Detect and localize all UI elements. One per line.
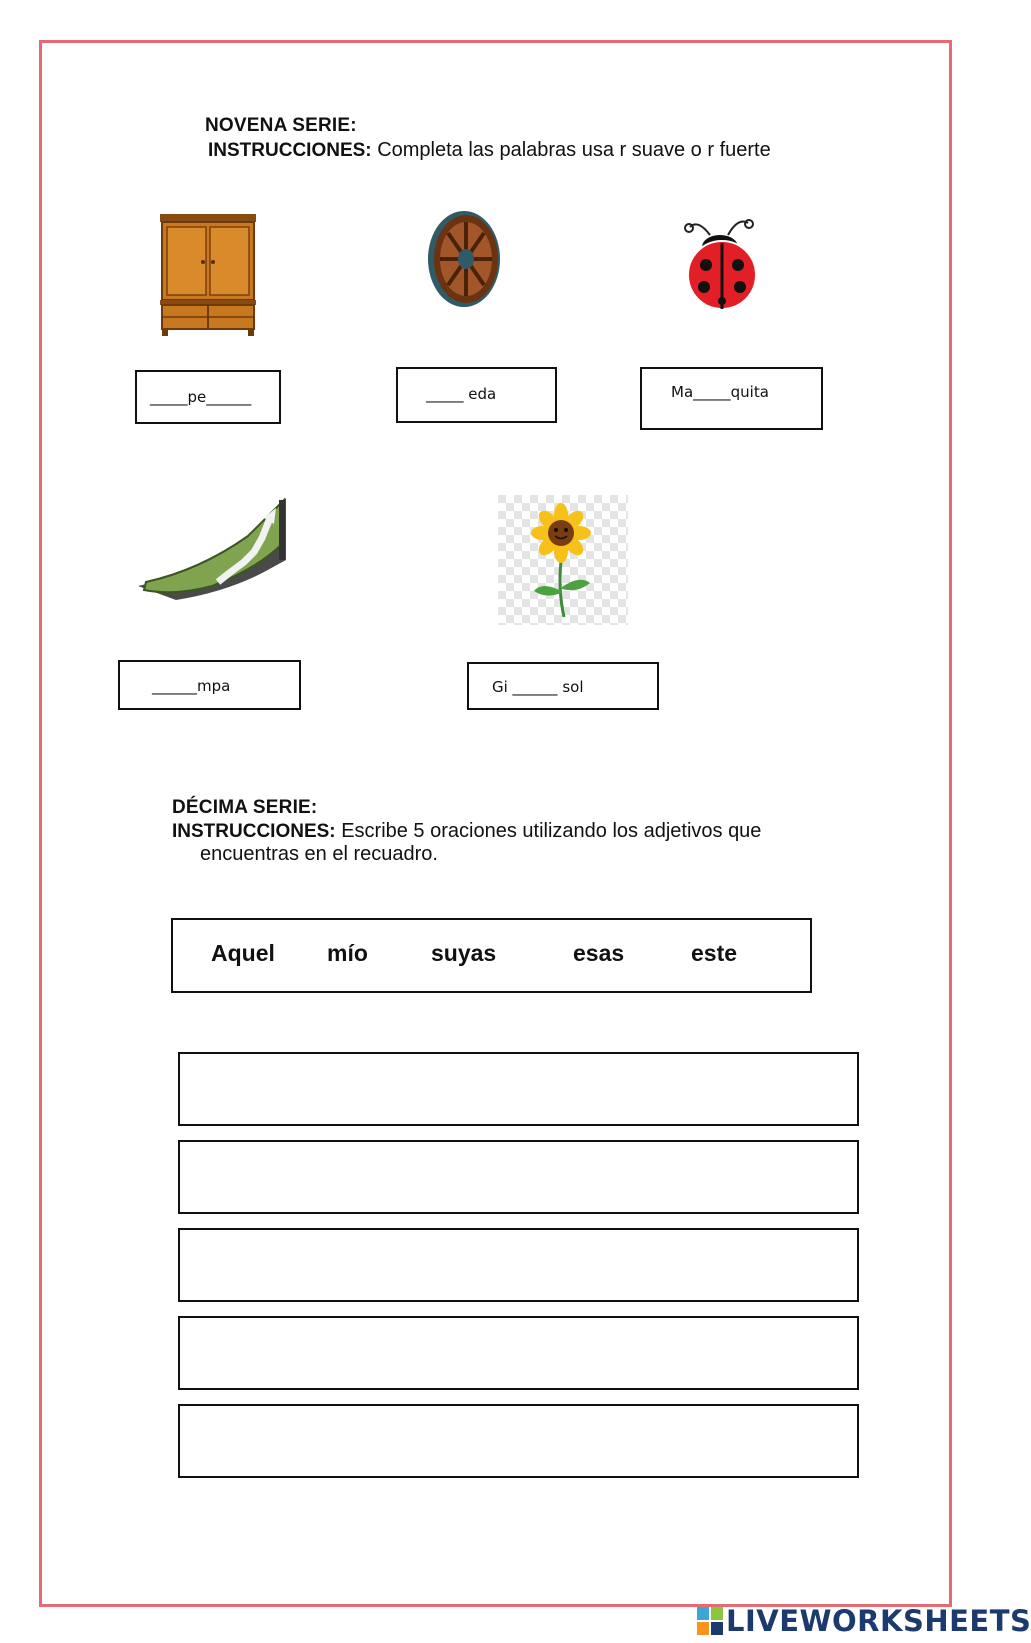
novena-title: NOVENA SERIE:	[205, 115, 357, 136]
decima-instructions	[172, 820, 761, 843]
answer-box-3[interactable]	[178, 1228, 859, 1302]
adjective-word: Aquel	[211, 940, 275, 966]
word-box-text: _____ eda	[426, 385, 497, 403]
answer-box-4[interactable]	[178, 1316, 859, 1390]
word-box-text: Ma_____quita	[671, 383, 769, 401]
novena-instr-text: Completa las palabras usa r suave o r fuerte	[377, 139, 771, 161]
logo-text: LIVEWORKSHEETS	[726, 1604, 1031, 1638]
adjective-box	[171, 918, 812, 993]
word-box-sunflower[interactable]	[467, 662, 659, 710]
word-box-ladybug[interactable]	[640, 367, 823, 430]
adjective-word: mío	[327, 940, 368, 966]
liveworksheets-logo-icon	[697, 1607, 723, 1635]
adjective-word: suyas	[431, 940, 497, 966]
decima-instr-text: Escribe 5 oraciones utilizando los adjetivos que	[341, 820, 762, 842]
word-box-text: Gi ______ sol	[492, 678, 584, 696]
liveworksheets-logo	[697, 1604, 1031, 1638]
decima-instr-label: INSTRUCCIONES:	[172, 821, 336, 842]
word-box-text: ______mpa	[152, 677, 231, 695]
decima-title: DÉCIMA SERIE:	[172, 797, 318, 818]
ladybug-icon	[680, 213, 762, 315]
wardrobe-icon	[158, 212, 258, 337]
word-box-text: _____pe______	[150, 388, 252, 406]
word-box-wardrobe[interactable]	[135, 370, 281, 424]
answer-box-1[interactable]	[178, 1052, 859, 1126]
adjective-word: este	[691, 940, 738, 966]
word-box-ramp[interactable]	[118, 660, 301, 710]
answer-box-5[interactable]	[178, 1404, 859, 1478]
novena-instr-label: INSTRUCCIONES:	[208, 140, 372, 161]
wheel-icon	[424, 208, 504, 310]
word-box-wheel[interactable]	[396, 367, 557, 423]
decima-instr-text-line2: encuentras en el recuadro.	[200, 843, 438, 865]
sunflower-icon	[498, 495, 628, 625]
novena-instructions	[208, 139, 771, 162]
adjective-word: esas	[573, 940, 625, 966]
ramp-icon	[136, 496, 288, 602]
answer-box-2[interactable]	[178, 1140, 859, 1214]
